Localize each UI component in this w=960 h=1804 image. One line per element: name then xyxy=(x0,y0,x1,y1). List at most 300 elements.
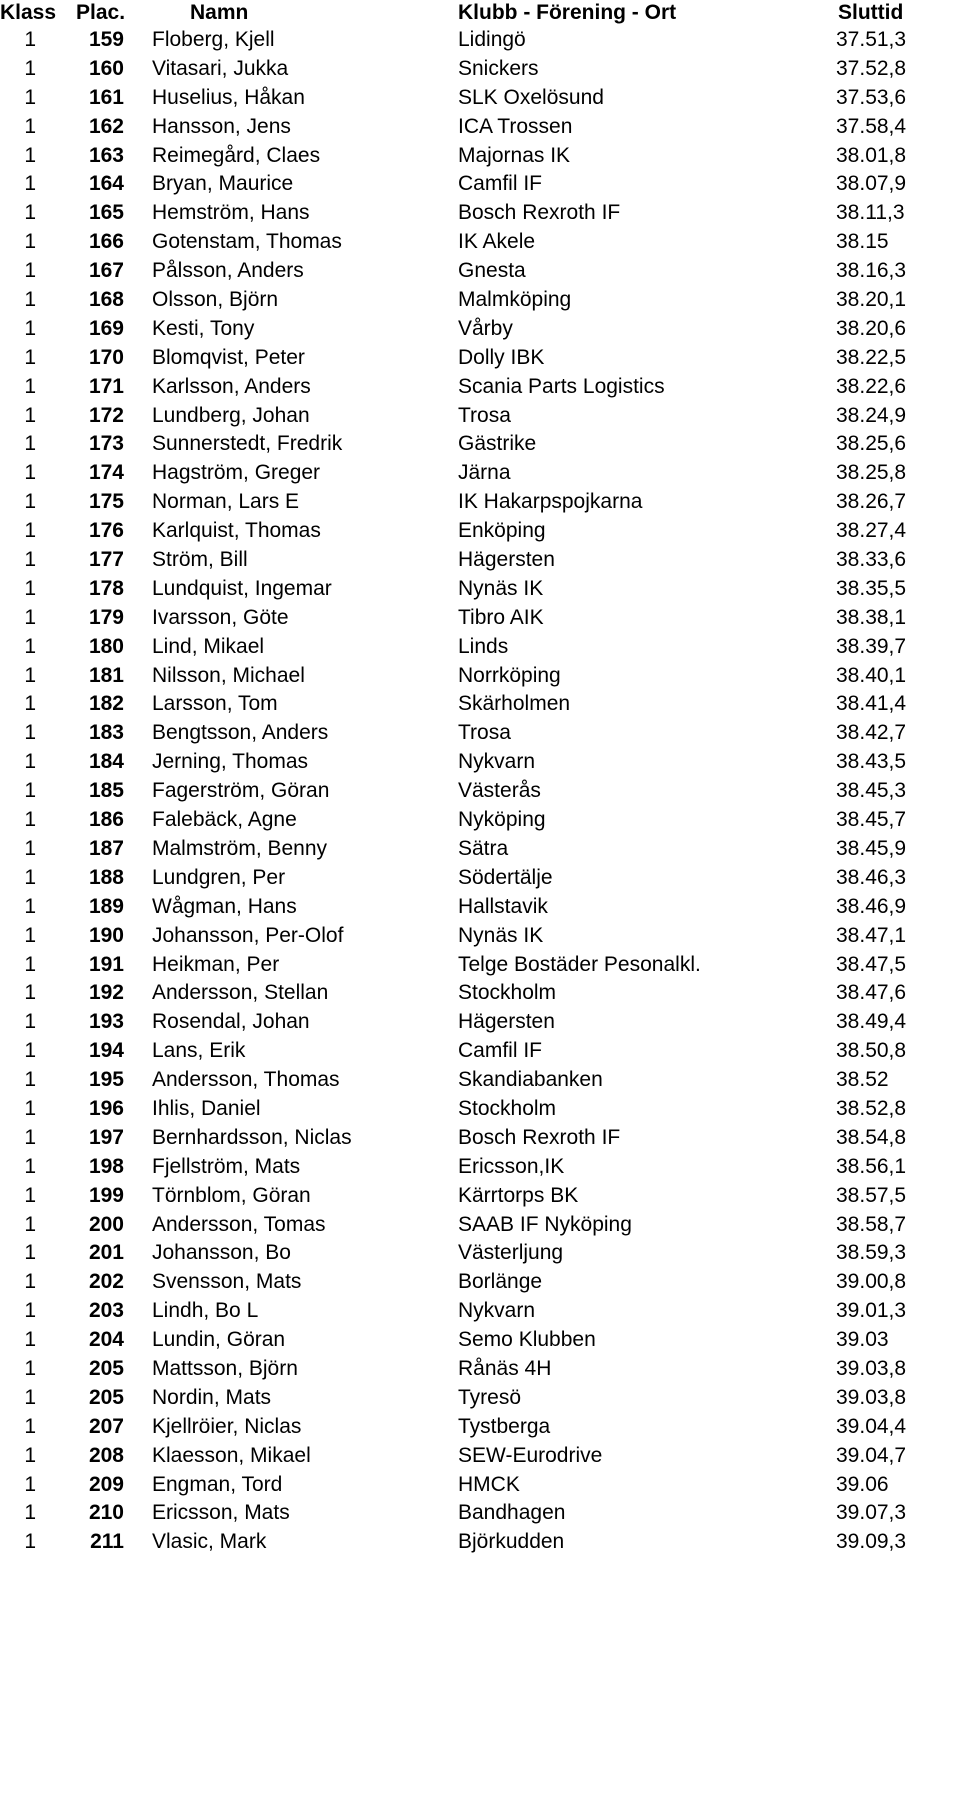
klubb-cell: Vårby xyxy=(458,316,513,340)
klass-cell: 1 xyxy=(24,1414,36,1438)
plac-cell: 194 xyxy=(88,1039,124,1063)
plac-cell: 202 xyxy=(88,1270,124,1294)
namn-cell: Falebäck, Agne xyxy=(152,808,297,832)
namn-cell: Kjellröier, Niclas xyxy=(152,1414,302,1438)
namn-cell: Hemström, Hans xyxy=(152,201,310,225)
klubb-cell: Linds xyxy=(458,634,509,658)
klubb-cell: Tystberga xyxy=(458,1414,551,1438)
table-row xyxy=(0,257,960,286)
klass-cell: 1 xyxy=(24,779,36,803)
table-row xyxy=(0,1211,960,1240)
table-row xyxy=(0,315,960,344)
namn-cell: Pålsson, Anders xyxy=(152,259,304,283)
klass-cell: 1 xyxy=(24,85,36,109)
klass-cell: 1 xyxy=(24,230,36,254)
namn-cell: Wågman, Hans xyxy=(152,894,297,918)
table-row xyxy=(0,604,960,633)
klass-cell: 1 xyxy=(24,1270,36,1294)
sluttid-cell: 37.51,3 xyxy=(836,28,907,51)
plac-cell: 162 xyxy=(88,114,124,138)
table-row xyxy=(0,1153,960,1182)
klass-cell: 1 xyxy=(24,548,36,572)
sluttid-cell: 38.43,5 xyxy=(836,750,907,774)
table-row xyxy=(0,719,960,748)
namn-cell: Gotenstam, Thomas xyxy=(152,230,342,254)
klass-cell: 1 xyxy=(24,1356,36,1380)
namn-cell: Heikman, Per xyxy=(152,952,280,976)
namn-cell: Engman, Tord xyxy=(152,1472,283,1496)
table-row xyxy=(0,373,960,402)
plac-cell: 190 xyxy=(88,923,124,947)
klass-cell: 1 xyxy=(24,1183,36,1207)
sluttid-cell: 39.01,3 xyxy=(836,1299,907,1323)
namn-cell: Rosendal, Johan xyxy=(152,1010,310,1034)
klass-cell: 1 xyxy=(24,172,36,196)
sluttid-cell: 38.47,6 xyxy=(836,981,907,1005)
plac-cell: 172 xyxy=(88,403,124,427)
klass-cell: 1 xyxy=(24,432,36,456)
klass-cell: 1 xyxy=(24,721,36,745)
klass-cell: 1 xyxy=(24,1472,36,1496)
plac-cell: 173 xyxy=(88,432,124,456)
table-row xyxy=(0,1066,960,1095)
namn-cell: Nordin, Mats xyxy=(152,1385,272,1409)
klass-cell: 1 xyxy=(24,605,36,629)
klubb-cell: Gästrike xyxy=(458,432,537,456)
sluttid-cell: 38.45,7 xyxy=(836,808,907,832)
plac-cell: 159 xyxy=(88,28,124,51)
klass-cell: 1 xyxy=(24,259,36,283)
plac-cell: 161 xyxy=(88,85,124,109)
namn-cell: Johansson, Bo xyxy=(152,1241,291,1265)
namn-cell: Bryan, Maurice xyxy=(152,172,294,196)
klass-cell: 1 xyxy=(24,1096,36,1120)
table-row xyxy=(0,55,960,84)
plac-cell: 205 xyxy=(88,1385,124,1409)
table-row xyxy=(0,1182,960,1211)
table-row xyxy=(0,1326,960,1355)
table-row xyxy=(0,662,960,691)
table-row xyxy=(0,517,960,546)
namn-cell: Nilsson, Michael xyxy=(152,663,305,687)
klubb-cell: Trosa xyxy=(458,721,511,745)
sluttid-cell: 38.47,1 xyxy=(836,923,907,947)
table-row xyxy=(0,835,960,864)
namn-cell: Sunnerstedt, Fredrik xyxy=(152,432,343,456)
namn-cell: Fagerström, Göran xyxy=(152,779,330,803)
klubb-cell: Sätra xyxy=(458,836,509,860)
table-row xyxy=(0,199,960,228)
klubb-cell: Dolly IBK xyxy=(458,345,545,369)
table-row xyxy=(0,1095,960,1124)
klubb-cell: IK Akele xyxy=(458,230,536,254)
sluttid-cell: 38.46,3 xyxy=(836,865,907,889)
plac-cell: 186 xyxy=(88,808,124,832)
klass-cell: 1 xyxy=(24,1212,36,1236)
klass-cell: 1 xyxy=(24,923,36,947)
klass-cell: 1 xyxy=(24,1299,36,1323)
namn-cell: Lundgren, Per xyxy=(152,865,286,889)
namn-cell: Olsson, Björn xyxy=(152,288,279,312)
klass-cell: 1 xyxy=(24,981,36,1005)
table-row xyxy=(0,488,960,517)
sluttid-cell: 39.03,8 xyxy=(836,1356,907,1380)
klubb-cell: Tibro AIK xyxy=(458,605,544,629)
table-row xyxy=(0,1124,960,1153)
namn-cell: Larsson, Tom xyxy=(152,692,278,716)
sluttid-cell: 38.38,1 xyxy=(836,605,907,629)
plac-cell: 175 xyxy=(88,490,124,514)
plac-cell: 183 xyxy=(88,721,124,745)
plac-cell: 170 xyxy=(88,345,124,369)
klubb-cell: Majornas IK xyxy=(458,143,571,167)
klass-cell: 1 xyxy=(24,692,36,716)
klass-cell: 1 xyxy=(24,490,36,514)
plac-cell: 187 xyxy=(88,836,124,860)
sluttid-cell: 38.27,4 xyxy=(836,519,907,543)
klubb-cell: Norrköping xyxy=(458,663,561,687)
plac-cell: 180 xyxy=(88,634,124,658)
plac-cell: 200 xyxy=(88,1212,124,1236)
klubb-cell: Björkudden xyxy=(458,1530,565,1554)
plac-cell: 181 xyxy=(88,663,124,687)
sluttid-cell: 39.07,3 xyxy=(836,1501,907,1525)
table-row xyxy=(0,575,960,604)
klass-cell: 1 xyxy=(24,1154,36,1178)
klubb-cell: Järna xyxy=(458,461,511,485)
table-row xyxy=(0,1037,960,1066)
sluttid-cell: 38.22,6 xyxy=(836,374,907,398)
plac-cell: 199 xyxy=(88,1183,124,1207)
klubb-cell: SAAB IF Nyköping xyxy=(458,1212,632,1236)
klass-cell: 1 xyxy=(24,374,36,398)
klass-cell: 1 xyxy=(24,1241,36,1265)
sluttid-cell: 38.26,7 xyxy=(836,490,907,514)
klubb-cell: Hallstavik xyxy=(458,894,548,918)
namn-cell: Ihlis, Daniel xyxy=(152,1096,261,1120)
klass-cell: 1 xyxy=(24,1443,36,1467)
sluttid-cell: 38.22,5 xyxy=(836,345,907,369)
table-row xyxy=(0,1297,960,1326)
sluttid-cell: 38.47,5 xyxy=(836,952,907,976)
table-row xyxy=(0,113,960,142)
sluttid-cell: 38.24,9 xyxy=(836,403,907,427)
table-row xyxy=(0,893,960,922)
table-row xyxy=(0,748,960,777)
header-sluttid: Sluttid xyxy=(838,1,904,24)
namn-cell: Reimegård, Claes xyxy=(152,143,321,167)
namn-cell: Lind, Mikael xyxy=(152,634,265,658)
sluttid-cell: 38.56,1 xyxy=(836,1154,907,1178)
klass-cell: 1 xyxy=(24,114,36,138)
klubb-cell: Kärrtorps BK xyxy=(458,1183,579,1207)
table-row xyxy=(0,864,960,893)
namn-cell: Huselius, Håkan xyxy=(152,85,305,109)
plac-cell: 204 xyxy=(88,1328,124,1352)
table-row xyxy=(0,430,960,459)
sluttid-cell: 38.25,6 xyxy=(836,432,907,456)
namn-cell: Klaesson, Mikael xyxy=(152,1443,311,1467)
plac-cell: 192 xyxy=(88,981,124,1005)
sluttid-cell: 38.41,4 xyxy=(836,692,907,716)
plac-cell: 164 xyxy=(88,172,124,196)
table-row xyxy=(0,633,960,662)
sluttid-cell: 38.45,9 xyxy=(836,836,907,860)
plac-cell: 179 xyxy=(88,605,124,629)
klass-cell: 1 xyxy=(24,28,36,51)
sluttid-cell: 39.00,8 xyxy=(836,1270,907,1294)
plac-cell: 201 xyxy=(88,1241,124,1265)
klubb-cell: Nyköping xyxy=(458,808,546,832)
plac-cell: 166 xyxy=(88,230,124,254)
namn-cell: Norman, Lars E xyxy=(152,490,300,514)
namn-cell: Kesti, Tony xyxy=(152,316,255,340)
klass-cell: 1 xyxy=(24,345,36,369)
namn-cell: Bengtsson, Anders xyxy=(152,721,329,745)
namn-cell: Karlquist, Thomas xyxy=(152,519,321,543)
namn-cell: Hansson, Jens xyxy=(152,114,291,138)
klass-cell: 1 xyxy=(24,1125,36,1149)
sluttid-cell: 37.58,4 xyxy=(836,114,907,138)
table-row xyxy=(0,1499,960,1528)
plac-cell: 169 xyxy=(88,316,124,340)
namn-cell: Vlasic, Mark xyxy=(152,1530,267,1554)
sluttid-cell: 38.40,1 xyxy=(836,663,907,687)
klass-cell: 1 xyxy=(24,316,36,340)
klubb-cell: Nynäs IK xyxy=(458,923,544,947)
sluttid-cell: 38.58,7 xyxy=(836,1212,907,1236)
klass-cell: 1 xyxy=(24,1068,36,1092)
table-row xyxy=(0,402,960,431)
klass-cell: 1 xyxy=(24,576,36,600)
klubb-cell: Nynäs IK xyxy=(458,576,544,600)
klubb-cell: ICA Trossen xyxy=(458,114,573,138)
sluttid-cell: 39.03 xyxy=(836,1328,889,1352)
plac-cell: 171 xyxy=(88,374,124,398)
table-row xyxy=(0,459,960,488)
namn-cell: Johansson, Per-Olof xyxy=(152,923,344,947)
plac-cell: 176 xyxy=(88,519,124,543)
klubb-cell: Hägersten xyxy=(458,548,555,572)
header-klass: Klass xyxy=(0,1,57,24)
sluttid-cell: 38.11,3 xyxy=(836,201,905,225)
namn-cell: Karlsson, Anders xyxy=(152,374,311,398)
klass-cell: 1 xyxy=(24,952,36,976)
table-row xyxy=(0,142,960,171)
plac-cell: 165 xyxy=(88,201,124,225)
plac-cell: 193 xyxy=(88,1010,124,1034)
namn-cell: Fjellström, Mats xyxy=(152,1154,301,1178)
klubb-cell: Lidingö xyxy=(458,28,526,51)
sluttid-cell: 38.16,3 xyxy=(836,259,907,283)
namn-cell: Mattsson, Björn xyxy=(152,1356,298,1380)
table-row xyxy=(0,1384,960,1413)
klass-cell: 1 xyxy=(24,1039,36,1063)
table-row xyxy=(0,26,960,55)
namn-cell: Ericsson, Mats xyxy=(152,1501,290,1525)
plac-cell: 167 xyxy=(88,259,124,283)
namn-cell: Hagström, Greger xyxy=(152,461,321,485)
klubb-cell: SEW-Eurodrive xyxy=(458,1443,603,1467)
klass-cell: 1 xyxy=(24,1385,36,1409)
table-row xyxy=(0,84,960,113)
klass-cell: 1 xyxy=(24,894,36,918)
namn-cell: Lundin, Göran xyxy=(152,1328,286,1352)
sluttid-cell: 38.50,8 xyxy=(836,1039,907,1063)
klass-cell: 1 xyxy=(24,865,36,889)
plac-cell: 168 xyxy=(88,288,124,312)
sluttid-cell: 38.49,4 xyxy=(836,1010,907,1034)
plac-cell: 198 xyxy=(88,1154,124,1178)
header-klubb: Klubb - Förening - Ort xyxy=(458,1,677,24)
sluttid-cell: 38.52,8 xyxy=(836,1096,907,1120)
table-row xyxy=(0,228,960,257)
klubb-cell: Stockholm xyxy=(458,981,557,1005)
plac-cell: 210 xyxy=(88,1501,124,1525)
namn-cell: Andersson, Stellan xyxy=(152,981,329,1005)
sluttid-cell: 38.07,9 xyxy=(836,172,907,196)
sluttid-cell: 38.39,7 xyxy=(836,634,907,658)
sluttid-cell: 39.06 xyxy=(836,1472,889,1496)
klubb-cell: Hägersten xyxy=(458,1010,555,1034)
sluttid-cell: 38.33,6 xyxy=(836,548,907,572)
klass-cell: 1 xyxy=(24,750,36,774)
table-row xyxy=(0,286,960,315)
klubb-cell: HMCK xyxy=(458,1472,520,1496)
klass-cell: 1 xyxy=(24,56,36,80)
sluttid-cell: 39.03,8 xyxy=(836,1385,907,1409)
namn-cell: Blomqvist, Peter xyxy=(152,345,305,369)
klass-cell: 1 xyxy=(24,1328,36,1352)
klubb-cell: Rånäs 4H xyxy=(458,1356,552,1380)
table-row xyxy=(0,979,960,1008)
plac-cell: 160 xyxy=(88,56,124,80)
klass-cell: 1 xyxy=(24,143,36,167)
klass-cell: 1 xyxy=(24,836,36,860)
plac-cell: 205 xyxy=(88,1356,124,1380)
klubb-cell: Scania Parts Logistics xyxy=(458,374,665,398)
table-row xyxy=(0,1008,960,1037)
namn-cell: Lindh, Bo L xyxy=(152,1299,259,1323)
namn-cell: Ström, Bill xyxy=(152,548,248,572)
klubb-cell: Snickers xyxy=(458,56,539,80)
klubb-cell: Ericsson,IK xyxy=(458,1154,565,1178)
sluttid-cell: 38.15 xyxy=(836,230,889,254)
namn-cell: Lundquist, Ingemar xyxy=(152,576,332,600)
plac-cell: 196 xyxy=(88,1096,124,1120)
klubb-cell: Västerljung xyxy=(458,1241,564,1265)
namn-cell: Bernhardsson, Niclas xyxy=(152,1125,352,1149)
klubb-cell: Bandhagen xyxy=(458,1501,566,1525)
plac-cell: 197 xyxy=(88,1125,124,1149)
table-row xyxy=(0,806,960,835)
klubb-cell: Bosch Rexroth IF xyxy=(458,1125,621,1149)
klubb-cell: Nykvarn xyxy=(458,1299,536,1323)
plac-cell: 208 xyxy=(88,1443,124,1467)
namn-cell: Jerning, Thomas xyxy=(152,750,309,774)
sluttid-cell: 38.46,9 xyxy=(836,894,907,918)
plac-cell: 209 xyxy=(88,1472,124,1496)
klass-cell: 1 xyxy=(24,663,36,687)
klass-cell: 1 xyxy=(24,201,36,225)
table-row xyxy=(0,1528,960,1557)
klubb-cell: Västerås xyxy=(458,779,541,803)
plac-cell: 182 xyxy=(88,692,124,716)
table-row xyxy=(0,344,960,373)
namn-cell: Törnblom, Göran xyxy=(152,1183,311,1207)
klubb-cell: Stockholm xyxy=(458,1096,557,1120)
table-row xyxy=(0,690,960,719)
klass-cell: 1 xyxy=(24,519,36,543)
klubb-cell: Semo Klubben xyxy=(458,1328,596,1352)
sluttid-cell: 38.20,6 xyxy=(836,316,907,340)
plac-cell: 191 xyxy=(88,952,124,976)
klubb-cell: Södertälje xyxy=(458,865,553,889)
klubb-cell: Camfil IF xyxy=(458,172,542,196)
namn-cell: Andersson, Thomas xyxy=(152,1068,340,1092)
plac-cell: 163 xyxy=(88,143,124,167)
klubb-cell: Trosa xyxy=(458,403,511,427)
namn-cell: Floberg, Kjell xyxy=(152,28,275,51)
table-row xyxy=(0,1239,960,1268)
sluttid-cell: 38.42,7 xyxy=(836,721,907,745)
table-row xyxy=(0,1268,960,1297)
sluttid-cell: 37.52,8 xyxy=(836,56,907,80)
namn-cell: Andersson, Tomas xyxy=(152,1212,326,1236)
header-namn: Namn xyxy=(190,1,249,24)
klubb-cell: Skandiabanken xyxy=(458,1068,603,1092)
klass-cell: 1 xyxy=(24,634,36,658)
namn-cell: Ivarsson, Göte xyxy=(152,605,289,629)
klubb-cell: Bosch Rexroth IF xyxy=(458,201,621,225)
plac-cell: 211 xyxy=(90,1530,124,1554)
plac-cell: 184 xyxy=(88,750,124,774)
table-row xyxy=(0,170,960,199)
plac-cell: 203 xyxy=(88,1299,124,1323)
table-row xyxy=(0,1471,960,1500)
klubb-cell: SLK Oxelösund xyxy=(458,85,604,109)
plac-cell: 189 xyxy=(88,894,124,918)
table-row xyxy=(0,546,960,575)
table-row xyxy=(0,1442,960,1471)
sluttid-cell: 38.57,5 xyxy=(836,1183,907,1207)
sluttid-cell: 38.35,5 xyxy=(836,576,907,600)
klass-cell: 1 xyxy=(24,808,36,832)
namn-cell: Svensson, Mats xyxy=(152,1270,302,1294)
plac-cell: 177 xyxy=(88,548,124,572)
sluttid-cell: 38.01,8 xyxy=(836,143,907,167)
klubb-cell: IK Hakarpspojkarna xyxy=(458,490,643,514)
klubb-cell: Enköping xyxy=(458,519,546,543)
table-row xyxy=(0,951,960,980)
plac-cell: 207 xyxy=(88,1414,124,1438)
sluttid-cell: 37.53,6 xyxy=(836,85,907,109)
klass-cell: 1 xyxy=(24,403,36,427)
klubb-cell: Tyresö xyxy=(458,1385,522,1409)
klubb-cell: Skärholmen xyxy=(458,692,571,716)
namn-cell: Lundberg, Johan xyxy=(152,403,310,427)
table-body xyxy=(0,26,960,1557)
namn-cell: Malmström, Benny xyxy=(152,836,328,860)
sluttid-cell: 38.45,3 xyxy=(836,779,907,803)
table-row xyxy=(0,1413,960,1442)
klubb-cell: Gnesta xyxy=(458,259,526,283)
klubb-cell: Telge Bostäder Pesonalkl. xyxy=(458,952,701,976)
klubb-cell: Nykvarn xyxy=(458,750,536,774)
table-header xyxy=(0,0,960,26)
plac-cell: 195 xyxy=(88,1068,124,1092)
plac-cell: 174 xyxy=(88,461,124,485)
